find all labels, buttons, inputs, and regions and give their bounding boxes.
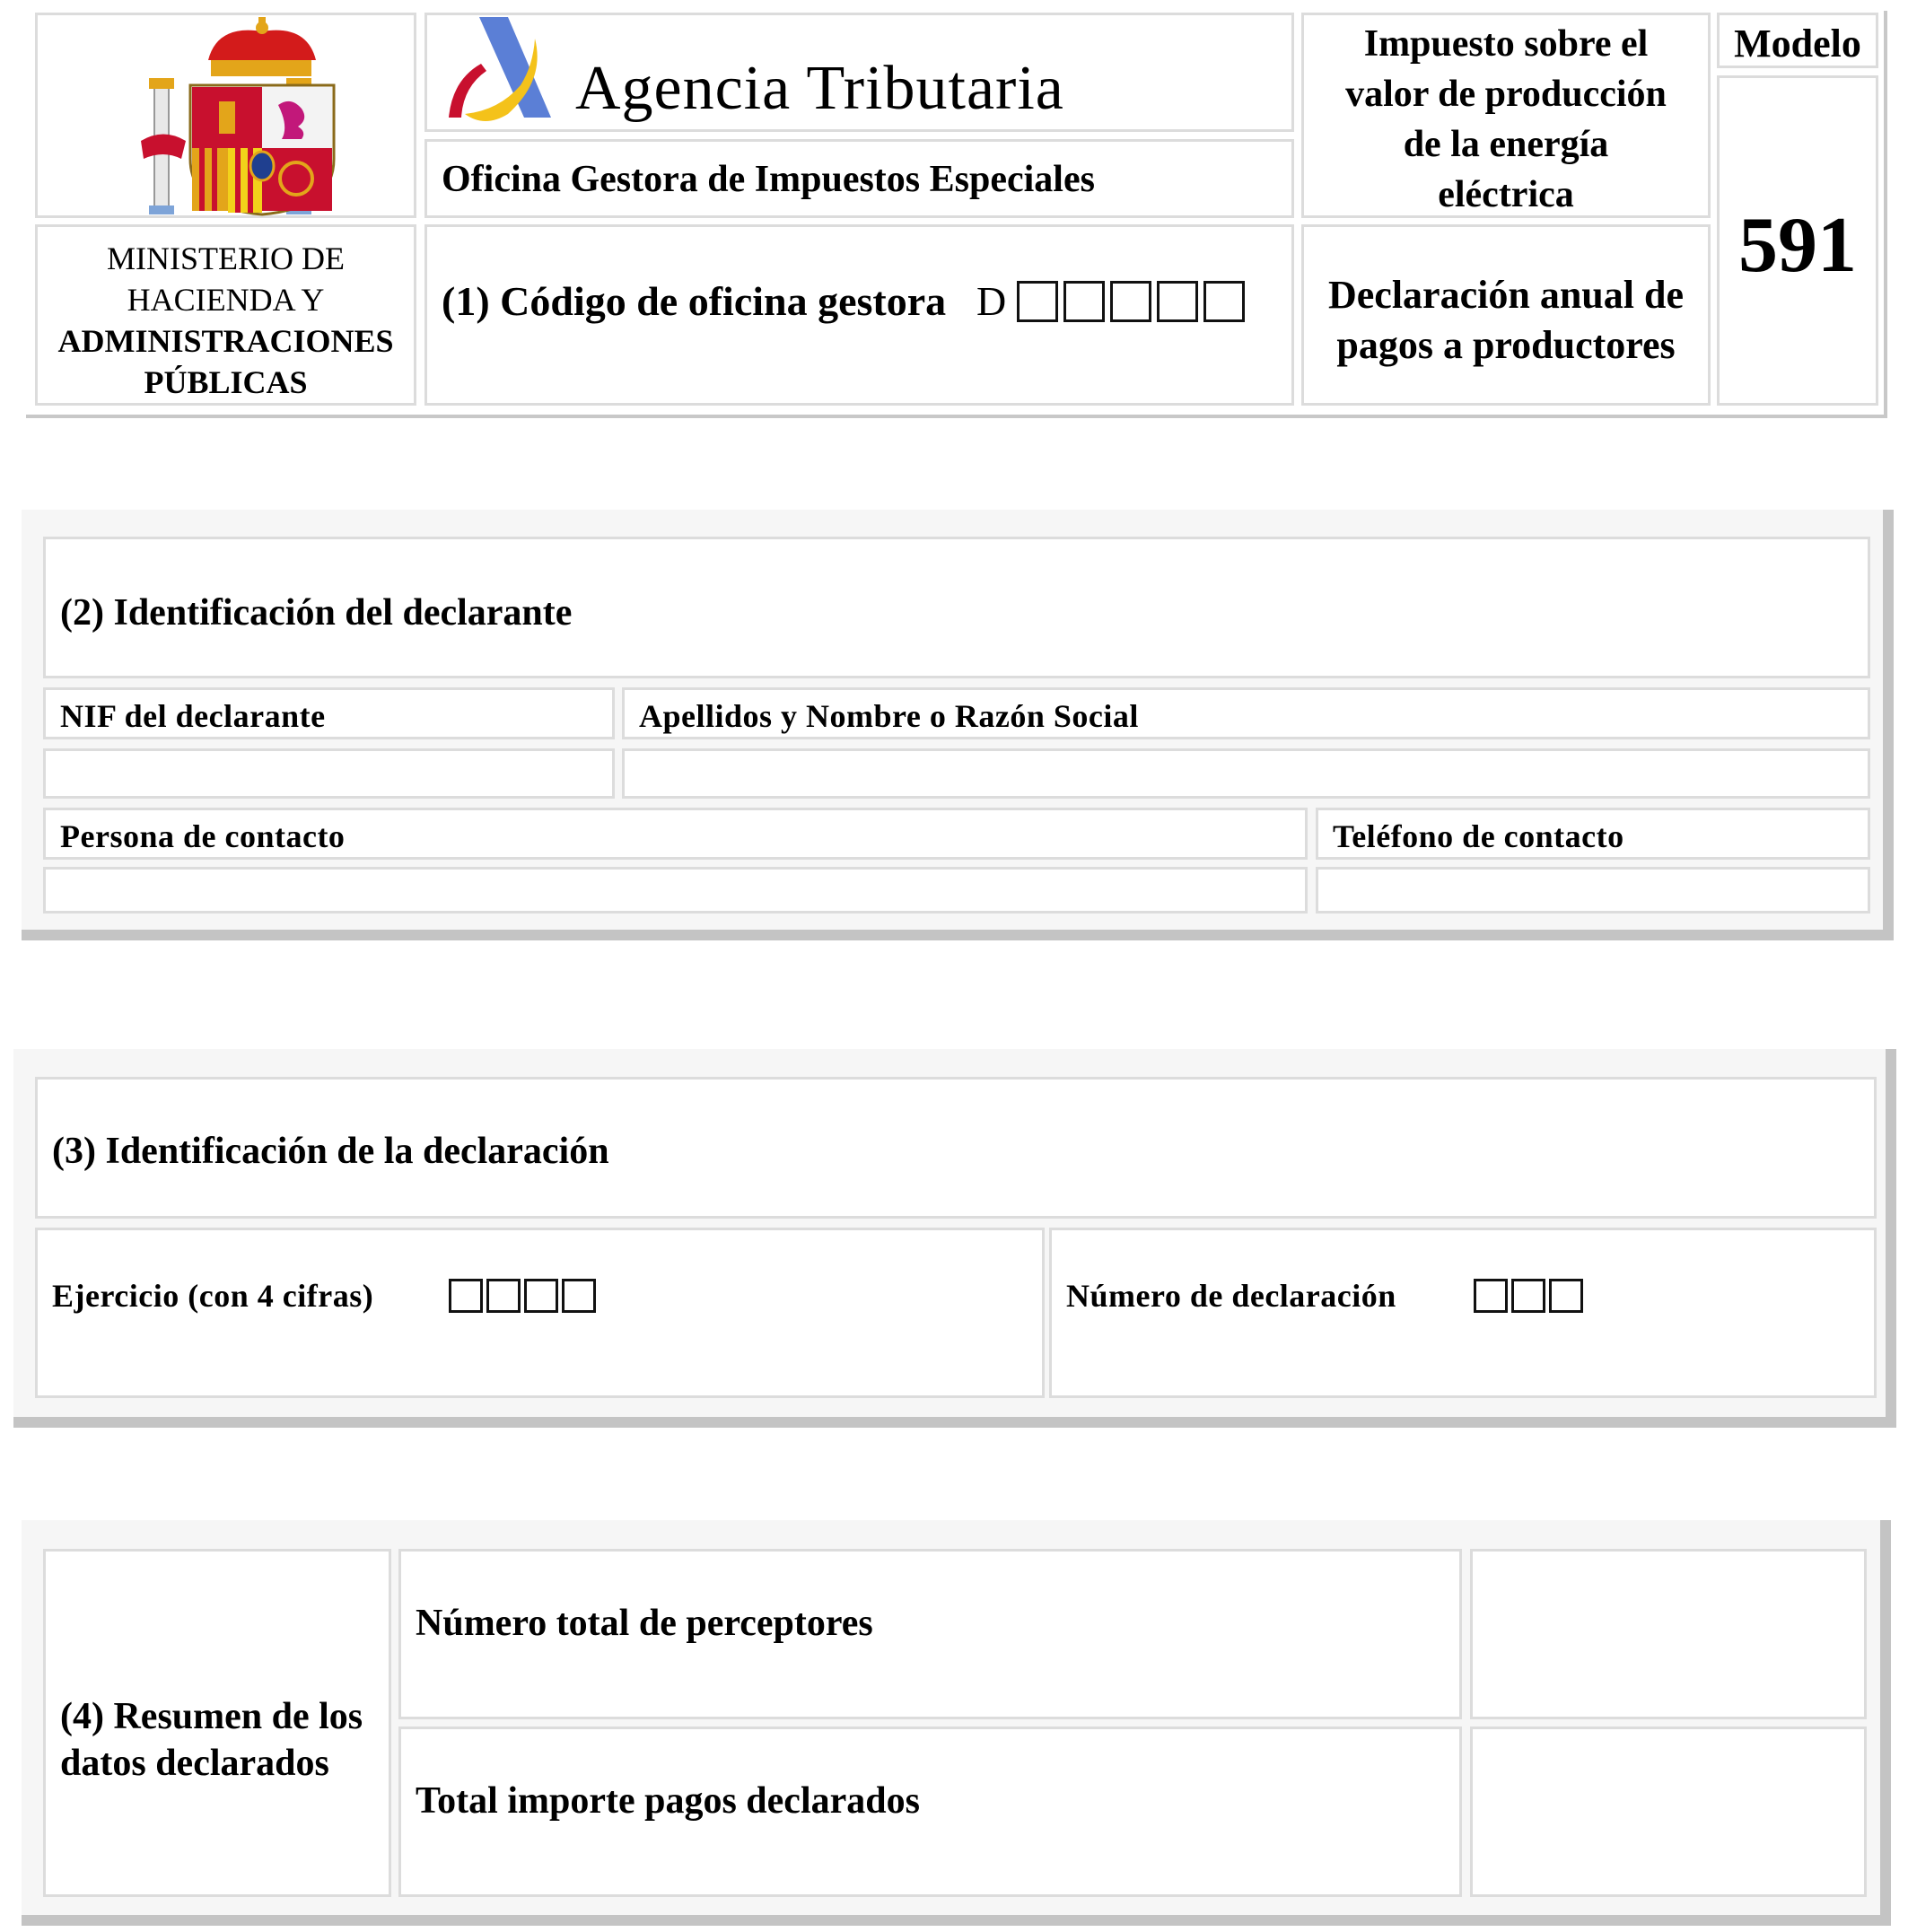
section-declarante-title: (2) Identificación del declarante — [60, 592, 573, 634]
importe-label: Total importe pagos declarados — [416, 1780, 920, 1822]
modelo-label: Modelo — [1734, 22, 1861, 66]
declaration-title — [1304, 270, 1708, 371]
perceptores-field[interactable] — [1470, 1549, 1867, 1719]
office-code-cell — [424, 224, 1294, 406]
name-label: Apellidos y Nombre o Razón Social — [639, 698, 1139, 734]
coat-of-arms-logo — [38, 15, 419, 221]
agencia-tributaria-logo — [445, 17, 562, 125]
office-code-prefix: D — [976, 278, 1007, 324]
name-label-cell — [622, 687, 1870, 739]
ejercicio-box[interactable] — [524, 1279, 558, 1313]
emblem-cell — [35, 13, 416, 218]
importe-label-cell — [398, 1727, 1462, 1897]
declaration-title-line-2: pagos a productores — [1336, 323, 1676, 367]
nif-field[interactable] — [43, 748, 615, 799]
ejercicio-box[interactable] — [449, 1279, 483, 1313]
phone-field[interactable] — [1316, 867, 1870, 914]
nif-label-cell — [43, 687, 615, 739]
declaration-title-line-1: Declaración anual de — [1328, 273, 1684, 317]
tax-title-line-4: eléctrica — [1438, 174, 1574, 215]
tax-title-line-1: Impuesto sobre el — [1363, 23, 1649, 65]
ejercicio-box[interactable] — [562, 1279, 596, 1313]
ministry-cell — [35, 224, 416, 406]
numero-label: Número de declaración — [1066, 1278, 1396, 1314]
office-code-box[interactable] — [1203, 281, 1245, 322]
section-declaracion-title-cell — [35, 1077, 1877, 1219]
tax-title-line-2: valor de producción — [1345, 74, 1667, 115]
numero-box[interactable] — [1511, 1279, 1545, 1313]
ministry-name — [38, 238, 414, 403]
section-resumen-title-line-1: (4) Resumen de los — [60, 1696, 363, 1737]
numero-box[interactable] — [1474, 1279, 1508, 1313]
declaration-title-cell — [1301, 224, 1711, 406]
office-code-box[interactable] — [1110, 281, 1151, 322]
office-code-box[interactable] — [1017, 281, 1058, 322]
numero-input[interactable] — [1474, 1279, 1583, 1313]
ministry-line-1: MINISTERIO DE — [107, 240, 345, 276]
office-code-box[interactable] — [1063, 281, 1105, 322]
modelo-number: 591 — [1738, 202, 1857, 289]
office-code-input[interactable] — [976, 277, 1245, 331]
tax-title — [1304, 19, 1708, 220]
agency-cell — [424, 13, 1294, 132]
section-resumen-title — [60, 1693, 363, 1787]
contact-label-cell — [43, 808, 1308, 860]
ejercicio-input[interactable] — [449, 1279, 596, 1313]
phone-label-cell — [1316, 808, 1870, 860]
agency-name: Agencia Tributaria — [575, 54, 1064, 123]
name-field[interactable] — [622, 748, 1870, 799]
section-declarante-title-cell — [43, 537, 1870, 678]
ejercicio-label: Ejercicio (con 4 cifras) — [52, 1278, 374, 1314]
nif-label: NIF del declarante — [60, 698, 326, 734]
office-cell — [424, 139, 1294, 218]
ejercicio-box[interactable] — [486, 1279, 521, 1313]
modelo-label-cell — [1717, 13, 1878, 68]
section-declaracion-title: (3) Identificación de la declaración — [52, 1131, 609, 1172]
ministry-line-2: HACIENDA Y — [127, 282, 325, 318]
ministry-line-4: PÚBLICAS — [144, 364, 308, 400]
modelo-number-cell — [1717, 75, 1878, 406]
contact-label: Persona de contacto — [60, 818, 346, 854]
phone-label: Teléfono de contacto — [1333, 818, 1624, 854]
office-code-box[interactable] — [1157, 281, 1198, 322]
ministry-line-3: ADMINISTRACIONES — [57, 323, 394, 359]
importe-field[interactable] — [1470, 1727, 1867, 1897]
ejercicio-cell — [35, 1228, 1045, 1398]
contact-field[interactable] — [43, 867, 1308, 914]
office-code-label: (1) Código de oficina gestora — [442, 278, 947, 324]
tax-title-line-3: de la energía — [1403, 124, 1609, 165]
numero-box[interactable] — [1549, 1279, 1583, 1313]
section-resumen-title-line-2: datos declarados — [60, 1743, 329, 1784]
numero-cell — [1049, 1228, 1877, 1398]
office-name: Oficina Gestora de Impuestos Especiales — [442, 159, 1095, 200]
perceptores-label: Número total de perceptores — [416, 1603, 873, 1644]
perceptores-label-cell — [398, 1549, 1462, 1719]
tax-title-cell — [1301, 13, 1711, 218]
section-resumen-title-cell — [43, 1549, 391, 1897]
